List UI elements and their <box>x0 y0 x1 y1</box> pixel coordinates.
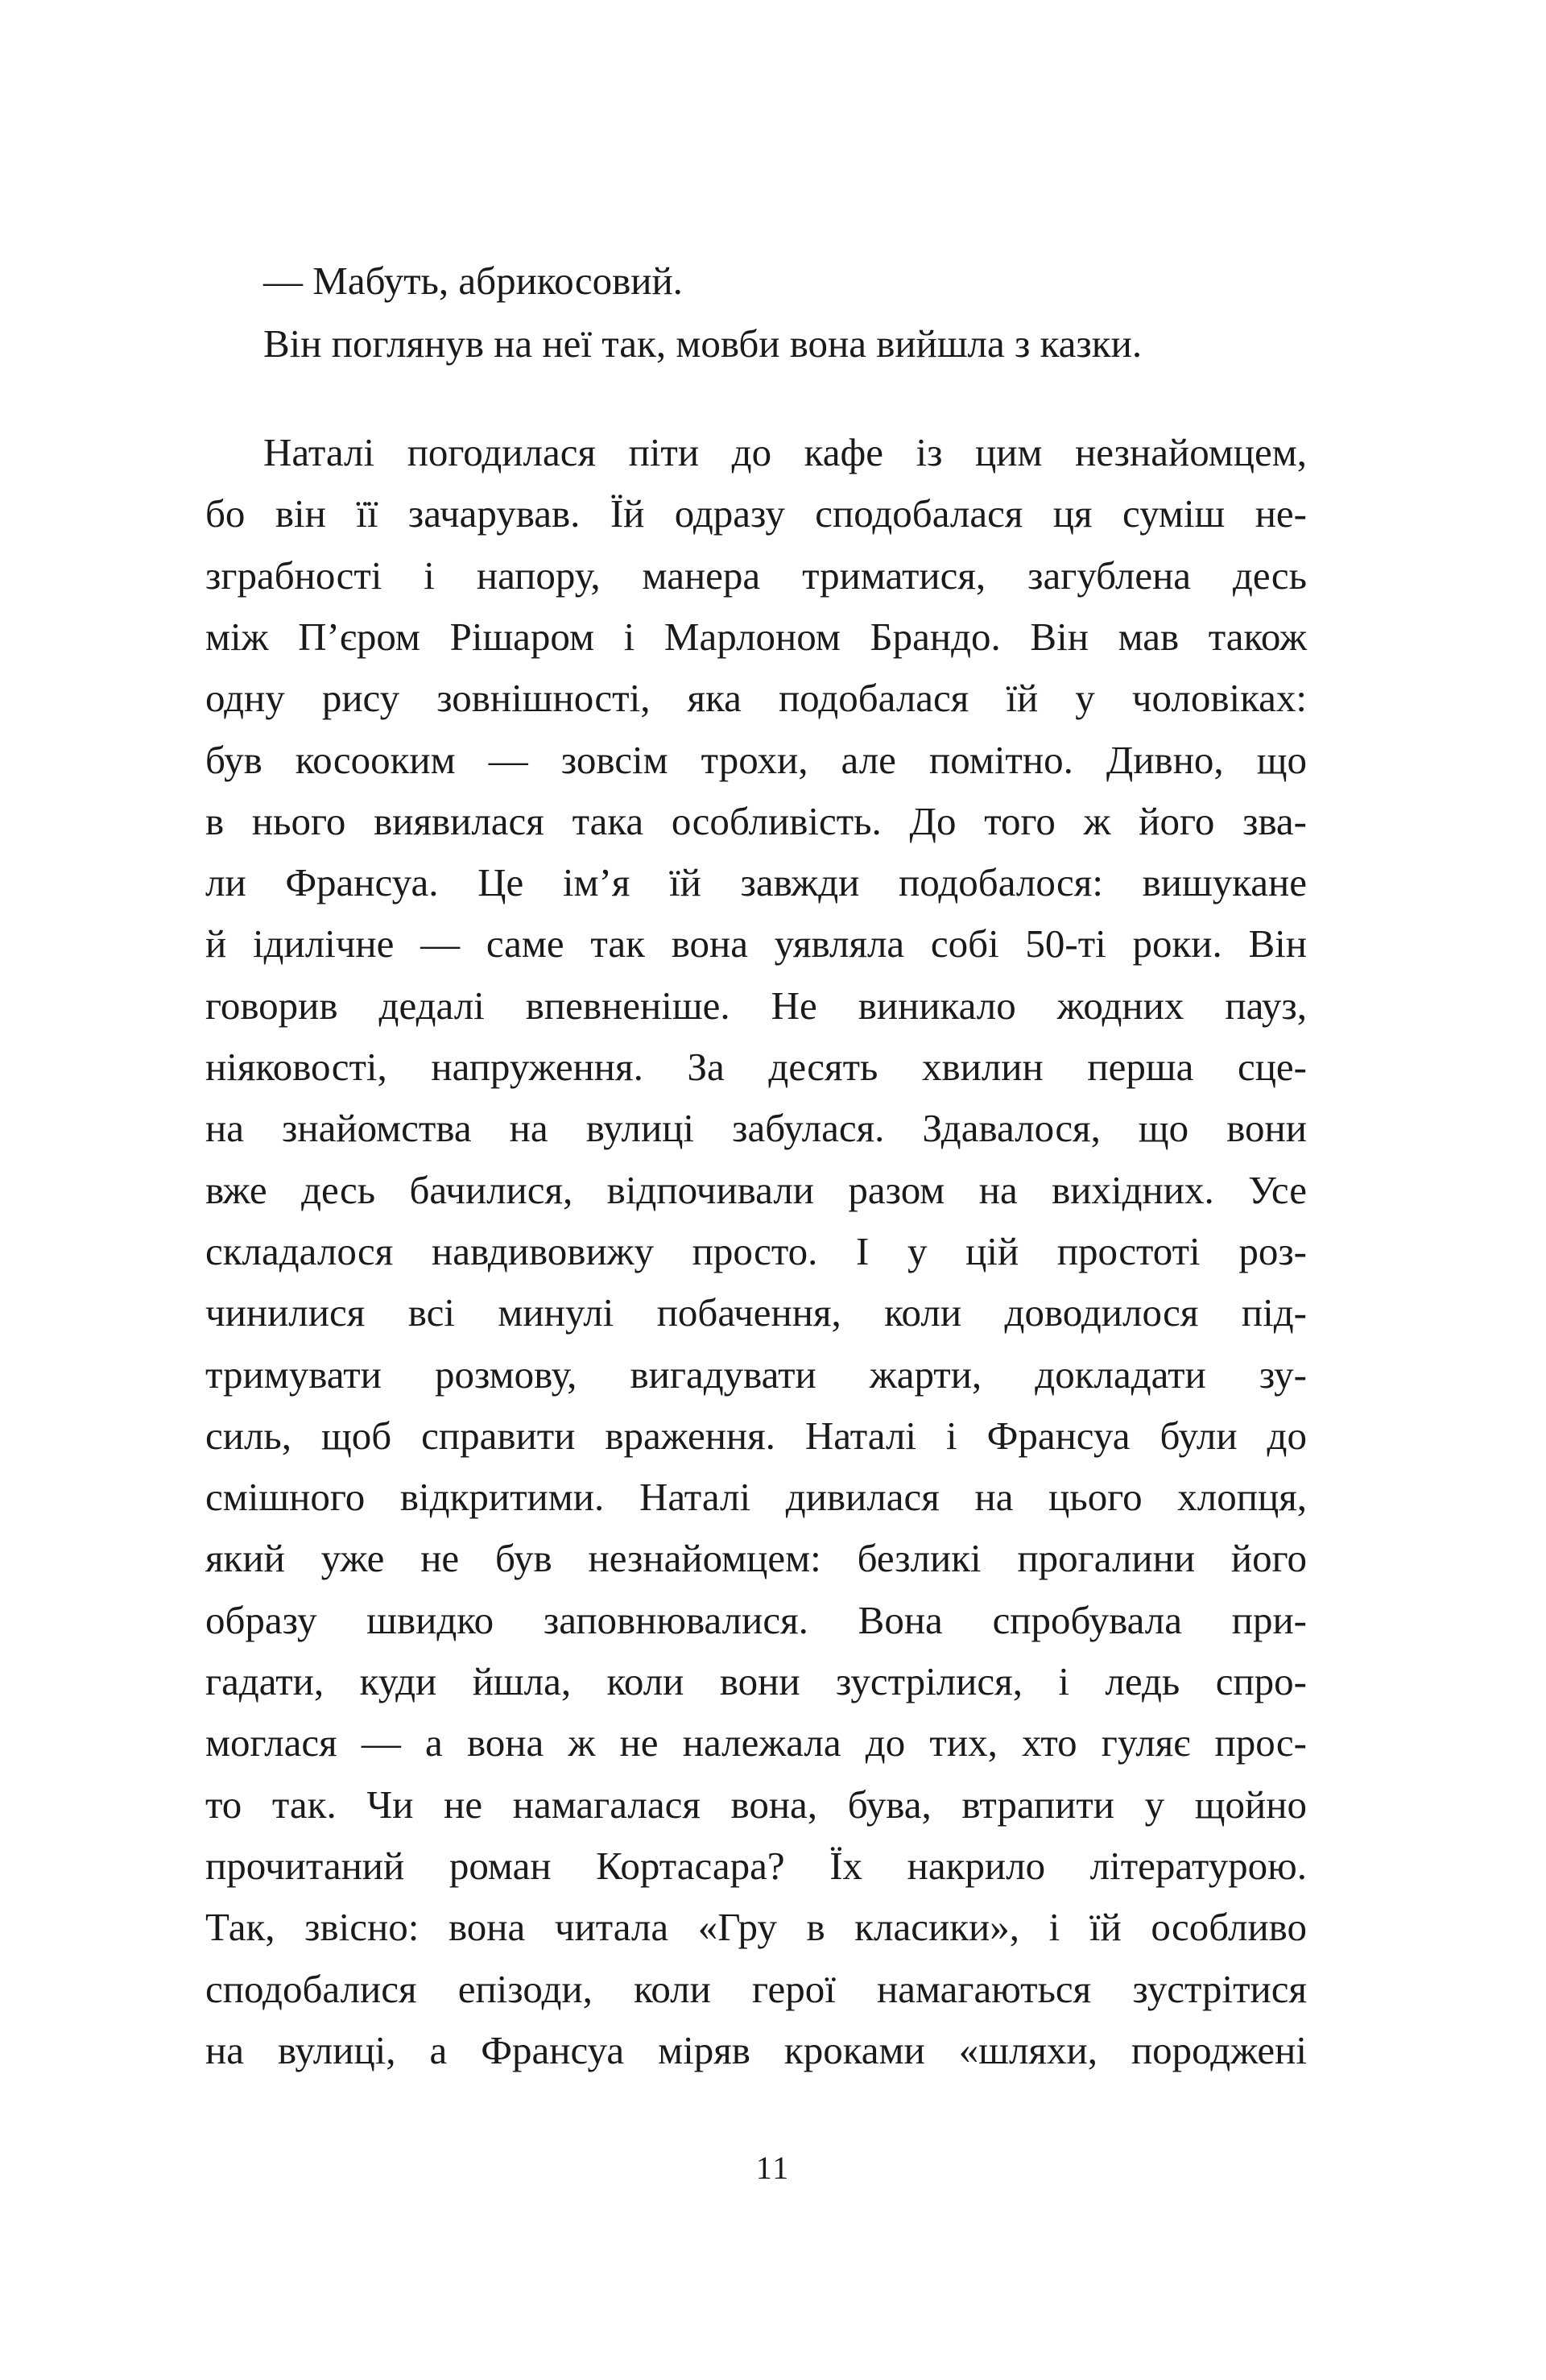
text-line: на вулиці, а Франсуа міряв кроками «шляхи, породжені <box>205 2027 1307 2072</box>
text-line: прочитаний роман Кортасара? Їх накрило літературою. <box>205 1843 1307 1888</box>
text-line: моглася — а вона ж не належала до тих, хто гуляє прос- <box>205 1720 1307 1765</box>
text-line: Наталі погодилася піти до кафе із цим незнайомцем, <box>263 430 1307 474</box>
text-line: складалося навдивовижу просто. І у цій простоті роз- <box>205 1228 1307 1273</box>
text-line: сподобалися епізоди, коли герої намагаються зустрітися <box>205 1966 1307 2011</box>
text-line: одну рису зовнішності, яка подобалася їй у чоловіках: <box>205 676 1307 721</box>
text-line: в нього виявилася така особливість. До того ж його зва- <box>205 798 1307 843</box>
text-line: то так. Чи не намагалася вона, бува, втрапити у щойно <box>205 1782 1307 1827</box>
text-line: й ідилічне — саме так вона уявляла собі 50-ті роки. Він <box>205 921 1307 966</box>
text-line: на знайомства на вулиці забулася. Здавалося, що вони <box>205 1106 1307 1151</box>
text-line: Так, звісно: вона читала «Гру в класики», і їй особливо <box>205 1905 1307 1950</box>
text-line: який уже не був незнайомцем: безликі прогалини його <box>205 1536 1307 1581</box>
text-line: був косооким — зовсім трохи, але помітно. Дивно, що <box>205 737 1307 782</box>
text-line: бо він її зачарував. Їй одразу сподобалася ця суміш не- <box>205 491 1307 536</box>
text-line: образу швидко заповнювалися. Вона спробувала при- <box>205 1597 1307 1642</box>
text-line: зграбності і напору, манера триматися, загублена десь <box>205 553 1307 598</box>
text-line: тримувати розмову, вигадувати жарти, докладати зу- <box>205 1351 1307 1397</box>
dialogue-line: — Мабуть, абрикосовий. <box>263 259 683 303</box>
text-line: ли Франсуа. Це ім’я їй завжди подобалося: вишукане <box>205 860 1307 905</box>
text-line: між П’єром Рішаром і Марлоном Брандо. Він мав також <box>205 614 1307 659</box>
text-line: вже десь бачилися, відпочивали разом на вихідних. Усе <box>205 1167 1307 1212</box>
text-line: гадати, куди йшла, коли вони зустрілися, і ледь спро- <box>205 1659 1307 1703</box>
page-number: 11 <box>755 2150 791 2186</box>
text-line: чинилися всі минулі побачення, коли доводилося під- <box>205 1290 1307 1335</box>
text-line: ніяковості, напруження. За десять хвилин перша сце- <box>205 1045 1307 1089</box>
text-line: говорив дедалі впевненіше. Не виникало жодних пауз, <box>205 983 1307 1028</box>
dialogue-line: Він поглянув на неї так, мовби вона вийшла з казки. <box>263 321 1143 366</box>
text-line: смішного відкритими. Наталі дивилася на цього хлопця, <box>205 1475 1307 1520</box>
text-line: силь, щоб справити враження. Наталі і Франсуа були до <box>205 1413 1307 1458</box>
